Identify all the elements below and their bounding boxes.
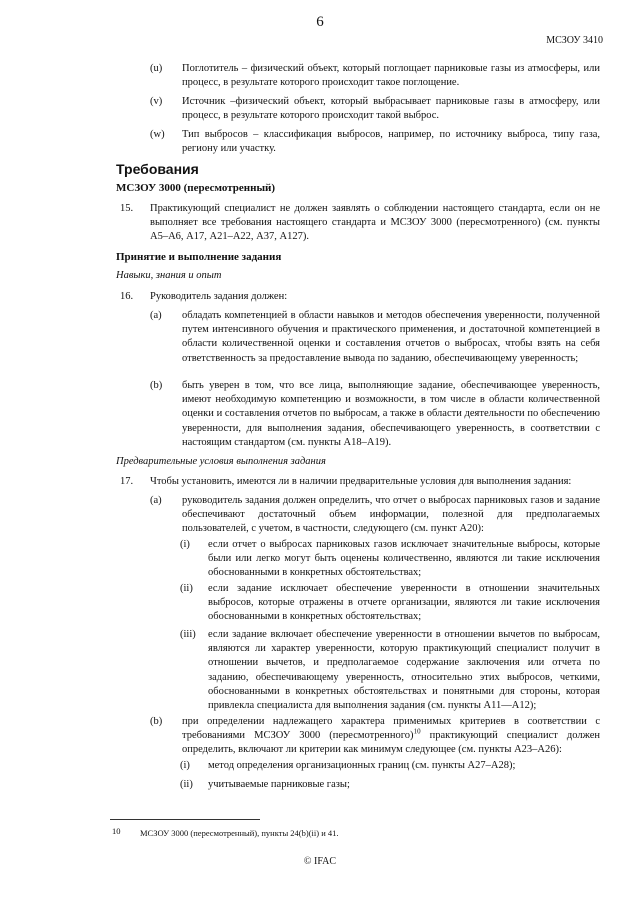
heading-acceptance: Принятие и выполнение задания xyxy=(116,251,282,263)
definition-label-w: (w) xyxy=(150,129,165,140)
item-label-17b: (b) xyxy=(150,716,163,727)
item-17b-text-before: при определении надлежащего характера применимых критериев в соответствии с требованиями МСЗОУ 3000 (пересмотренного) xyxy=(182,716,600,742)
footnote-number: 10 xyxy=(112,826,121,836)
paragraph-number-15: 15. xyxy=(120,203,134,214)
heading-skills: Навыки, знания и опыт xyxy=(116,270,222,281)
subsection-title: МСЗОУ 3000 (пересмотренный) xyxy=(116,182,276,194)
definition-u: Поглотитель – физический объект, который поглощает парниковые газы из атмосферы, или процесс, в результате которого происходит такое поглощение. xyxy=(182,63,600,89)
item-17b-text-after: практикующий специалист должен определить, включают ли критерии как минимум следующее (см. пункты А23–А26): xyxy=(182,730,600,756)
section-title: Требования xyxy=(116,161,199,177)
item-16a: обладать компетенцией в области навыков и методов обеспечения уверенности, полученной путем интенсивного обучения и практического применения, и достаточной компетенцией в области количественной оценки и составления отчетов о выбросах, чтобы взять на себя ответственность за предоставление вывода по заданию, обеспечивающему уверенность; xyxy=(182,310,600,364)
item-17a: руководитель задания должен определить, что отчет о выбросах парниковых газов и задание обеспечивают достаточный объем информации, полезной для предполагаемых пользователей, с учетом, в частности, следующего (см. пункт А20): xyxy=(182,495,600,535)
footnote-divider xyxy=(110,819,260,820)
subitem-17b-ii: учитываемые парниковые газы; xyxy=(208,779,350,790)
subitem-label-17a-i: (i) xyxy=(180,539,190,550)
heading-preconditions: Предварительные условия выполнения задания xyxy=(116,456,326,467)
document-code: МСЗОУ 3410 xyxy=(546,35,603,46)
page-number: 6 xyxy=(316,14,324,30)
item-17b xyxy=(182,715,600,758)
subitem-label-17a-iii: (iii) xyxy=(180,629,196,640)
subitem-label-17b-i: (i) xyxy=(180,760,190,771)
definition-label-v: (v) xyxy=(150,96,163,107)
footnote-reference: 10 xyxy=(413,727,421,736)
item-16b: быть уверен в том, что все лица, выполняющие задание, обеспечивающее уверенность, имеют необходимую компетенцию и возможности, в том числе в области количественной оценки и составления отчетов по выбросам, а также в области деятельности по обеспечению уверенности, для выполнения задания, обеспечивающего уверенность, в соответствии с настоящим стандартом (см. пункты А18–А19). xyxy=(182,380,600,448)
subitem-17a-iii: если задание включает обеспечение уверенности в отношении вычетов по выбросам, являются ли характер уверенности, которую практикующий специалист получит в отношении вычетов, и предполагаемое содержание заключения или отчета по заданию, обеспечивающему уверенность, относительно этих выбросов, четкими, обоснованными в конкретных обстоятельствах и понятными для стороны, которая привлекла специалиста для выполнения задания (см. пункты А11—А12); xyxy=(208,629,600,712)
paragraph-number-17: 17. xyxy=(120,476,134,487)
paragraph-15: Практикующий специалист не должен заявлять о соблюдении настоящего стандарта, если он не выполняет все требования настоящего стандарта и МСЗОУ 3000 (пересмотренного) (см. пункты А5–А6, А17, А21–А22, А37, А127). xyxy=(150,203,600,243)
paragraph-17: Чтобы установить, имеются ли в наличии предварительные условия для выполнения задания: xyxy=(150,476,572,487)
subitem-17b-i: метод определения организационных границ (см. пункты А27–А28); xyxy=(208,760,516,771)
paragraph-number-16: 16. xyxy=(120,291,134,302)
definition-label-u: (u) xyxy=(150,63,163,74)
definition-v: Источник –физический объект, который выбрасывает парниковые газы в атмосферу, или процесс, в результате которого происходит такой выброс. xyxy=(182,96,600,122)
subitem-17a-ii: если задание исключает обеспечение уверенности в отношении значительных выбросов, которые отражены в отчете организации, являются ли такие исключения обоснованными в конкретных обстоятельствах; xyxy=(208,583,600,623)
copyright-footer: © IFAC xyxy=(303,856,337,867)
subitem-17a-i: если отчет о выбросах парниковых газов исключает значительные выбросы, которые были или легко могут быть оценены количественно, являются ли такие исключения обоснованными в конкретных обстоятельствах; xyxy=(208,539,600,579)
item-label-16a: (a) xyxy=(150,310,162,321)
paragraph-16: Руководитель задания должен: xyxy=(150,291,288,302)
footnote-text: МСЗОУ 3000 (пересмотренный), пункты 24(b)(ii) и 41. xyxy=(140,828,339,838)
item-label-17a: (a) xyxy=(150,495,162,506)
subitem-label-17a-ii: (ii) xyxy=(180,583,193,594)
subitem-label-17b-ii: (ii) xyxy=(180,779,193,790)
definition-w: Тип выбросов – классификация выбросов, например, по источнику выброса, типу газа, региону или участку. xyxy=(182,129,600,155)
item-label-16b: (b) xyxy=(150,380,163,391)
